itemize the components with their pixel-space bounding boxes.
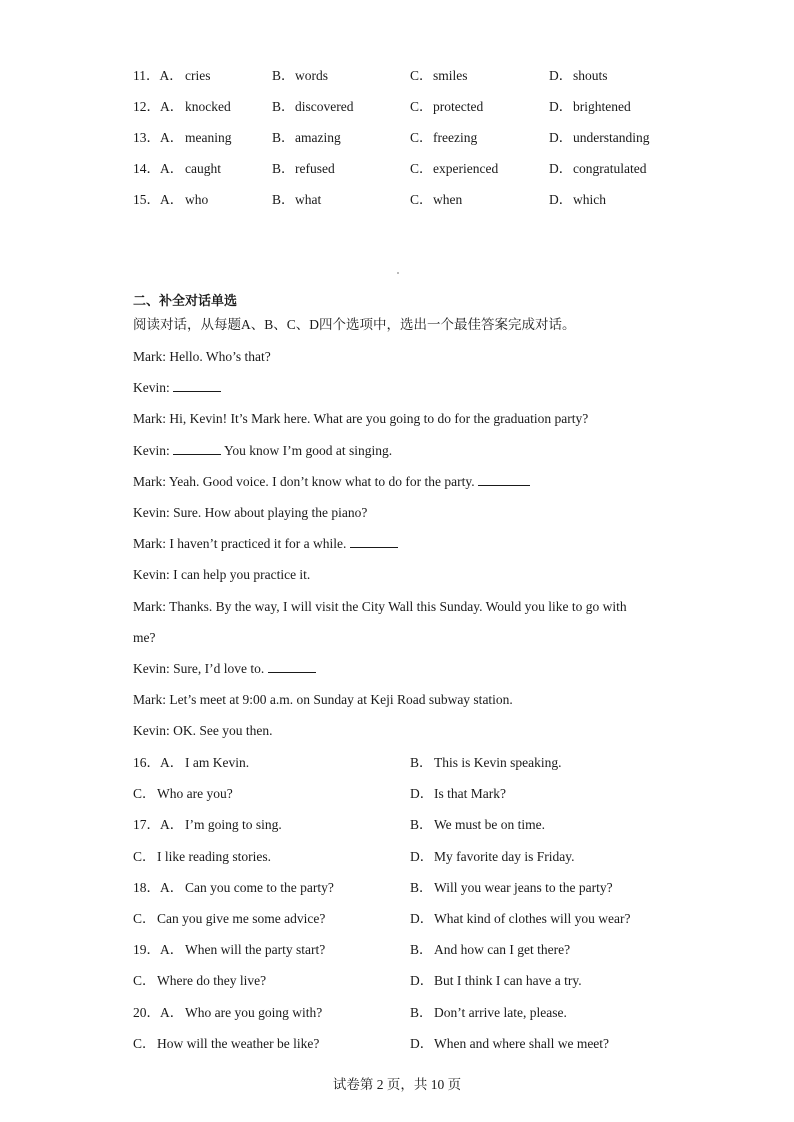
question-number: 13．A．: [133, 130, 184, 145]
dialogue-line: [133, 565, 310, 585]
option-label: 18．A．: [133, 880, 184, 895]
option-label: 19．A．: [133, 942, 184, 957]
choice-row: [0, 66, 794, 86]
dialogue-text-after: You know I’m good at singing.: [221, 443, 393, 458]
dialogue-text: Kevin: I can help you practice it.: [133, 567, 311, 582]
choice-row: [0, 847, 794, 867]
dialogue-line: [133, 534, 398, 554]
dialogue-text: Mark: Yeah. Good voice. I don’t know what to do for the party.: [133, 474, 478, 489]
dialogue-text: me?: [133, 630, 156, 645]
dialogue-text: Kevin: OK. See you then.: [133, 723, 273, 738]
option-c-label: C．: [410, 68, 433, 83]
option-label: 20．A．: [133, 1005, 184, 1020]
option-label: B．: [410, 755, 433, 770]
option-label: D．: [410, 1036, 434, 1051]
option-a-text: knocked: [185, 99, 231, 114]
section-title: 二、补全对话单选: [133, 294, 238, 309]
choice-row: [0, 159, 794, 179]
choice-row: [0, 1034, 794, 1054]
option-text: I am Kevin.: [185, 755, 250, 770]
option-c-text: when: [433, 192, 463, 207]
dialogue-line: [133, 409, 588, 429]
option-label: C．: [133, 1036, 156, 1051]
dialogue-line: [133, 347, 271, 367]
option-label: 16．A．: [133, 755, 184, 770]
option-label: 17．A．: [133, 817, 184, 832]
question-number: 14．A．: [133, 161, 184, 176]
option-text: My favorite day is Friday.: [434, 849, 575, 864]
dialogue-text: Kevin:: [133, 380, 174, 395]
option-a-text: cries: [185, 68, 211, 83]
option-text: Who are you?: [157, 786, 233, 801]
option-b-text: refused: [295, 161, 335, 176]
option-d-label: D．: [549, 68, 573, 83]
dialogue-text: Mark: Hi, Kevin! It’s Mark here. What are you going to do for the graduation party?: [133, 411, 589, 426]
dialogue-line: [133, 597, 627, 617]
option-label: D．: [410, 973, 434, 988]
option-d-text: brightened: [573, 99, 631, 114]
option-c-text: experienced: [433, 161, 499, 176]
question-number: 15．A．: [133, 192, 184, 207]
dialogue-line: [133, 721, 272, 741]
option-label: D．: [410, 849, 434, 864]
dialogue-line: [133, 690, 513, 710]
dialogue-text: Kevin:: [133, 443, 174, 458]
option-label: C．: [133, 911, 156, 926]
option-text: Is that Mark?: [434, 786, 506, 801]
dialogue-line: [133, 472, 530, 492]
section-instruction: 阅读对话，从每题A、B、C、D四个选项中，选出一个最佳答案完成对话。: [133, 317, 576, 332]
option-c-label: C．: [410, 161, 433, 176]
choice-row: [0, 753, 794, 773]
option-d-label: D．: [549, 99, 573, 114]
dialogue-text: Kevin: Sure. How about playing the piano?: [133, 505, 368, 520]
dialogue-text: Mark: Hello. Who’s that?: [133, 349, 271, 364]
answer-blank[interactable]: [350, 534, 398, 548]
choice-row: [0, 128, 794, 148]
option-label: C．: [133, 849, 156, 864]
option-d-label: D．: [549, 130, 573, 145]
option-b-label: B．: [272, 130, 295, 145]
option-d-text: understanding: [573, 130, 650, 145]
option-c-label: C．: [410, 130, 433, 145]
option-text: But I think I can have a try.: [434, 973, 582, 988]
option-b-label: B．: [272, 161, 295, 176]
option-text: Who are you going with?: [185, 1005, 323, 1020]
option-c-label: C．: [410, 99, 433, 114]
dialogue-line: [133, 503, 367, 523]
option-text: Where do they live?: [157, 973, 267, 988]
option-text: I like reading stories.: [157, 849, 271, 864]
answer-blank[interactable]: [173, 378, 221, 392]
option-c-text: smiles: [433, 68, 468, 83]
option-d-label: D．: [549, 192, 573, 207]
option-label: B．: [410, 880, 433, 895]
option-a-text: caught: [185, 161, 221, 176]
option-b-label: B．: [272, 68, 295, 83]
option-label: C．: [133, 786, 156, 801]
dialogue-text: Mark: Thanks. By the way, I will visit the City Wall this Sunday. Would you like to go with: [133, 599, 627, 614]
answer-blank[interactable]: [268, 659, 316, 673]
option-d-text: shouts: [573, 68, 608, 83]
option-c-label: C．: [410, 192, 433, 207]
option-b-label: B．: [272, 192, 295, 207]
option-text: Can you give me some advice?: [157, 911, 326, 926]
option-text: We must be on time.: [434, 817, 546, 832]
option-text: When and where shall we meet?: [434, 1036, 610, 1051]
dialogue-line: [133, 441, 392, 461]
option-d-label: D．: [549, 161, 573, 176]
dialogue-text: Mark: Let’s meet at 9:00 a.m. on Sunday at Keji Road subway station.: [133, 692, 513, 707]
option-b-text: amazing: [295, 130, 341, 145]
dialogue-line: [133, 628, 156, 648]
option-text: This is Kevin speaking.: [434, 755, 562, 770]
option-text: And how can I get there?: [434, 942, 571, 957]
option-label: B．: [410, 1005, 433, 1020]
option-a-text: who: [185, 192, 209, 207]
option-d-text: which: [573, 192, 606, 207]
option-text: When will the party start?: [185, 942, 326, 957]
option-a-text: meaning: [185, 130, 232, 145]
option-label: B．: [410, 942, 433, 957]
choice-row: [0, 190, 794, 210]
option-text: Will you wear jeans to the party?: [434, 880, 613, 895]
option-text: Don’t arrive late, please.: [434, 1005, 567, 1020]
option-text: Can you come to the party?: [185, 880, 334, 895]
choice-row: [0, 1003, 794, 1023]
option-label: C．: [133, 973, 156, 988]
choice-row: [0, 784, 794, 804]
option-text: I’m going to sing.: [185, 817, 282, 832]
option-c-text: freezing: [433, 130, 478, 145]
choice-row: [0, 878, 794, 898]
choice-row: [0, 940, 794, 960]
scan-speck: [397, 272, 399, 274]
option-c-text: protected: [433, 99, 484, 114]
dialogue-text: Kevin: Sure, I’d love to.: [133, 661, 268, 676]
option-b-text: discovered: [295, 99, 354, 114]
option-label: D．: [410, 786, 434, 801]
option-text: What kind of clothes will you wear?: [434, 911, 631, 926]
answer-blank[interactable]: [173, 441, 221, 455]
choice-row: [0, 909, 794, 929]
dialogue-line: [133, 378, 221, 398]
question-number: 11．A．: [133, 68, 183, 83]
option-text: How will the weather be like?: [157, 1036, 320, 1051]
choice-row: [0, 971, 794, 991]
dialogue-line: [133, 659, 316, 679]
dialogue-text: Mark: I haven’t practiced it for a while.: [133, 536, 350, 551]
option-label: D．: [410, 911, 434, 926]
option-b-label: B．: [272, 99, 295, 114]
option-b-text: what: [295, 192, 322, 207]
option-label: B．: [410, 817, 433, 832]
option-b-text: words: [295, 68, 328, 83]
choice-row: [0, 815, 794, 835]
choice-row: [0, 97, 794, 117]
page-footer: 试卷第 2 页，共 10 页: [332, 1077, 462, 1092]
answer-blank[interactable]: [478, 472, 530, 486]
question-number: 12．A．: [133, 99, 184, 114]
option-d-text: congratulated: [573, 161, 647, 176]
